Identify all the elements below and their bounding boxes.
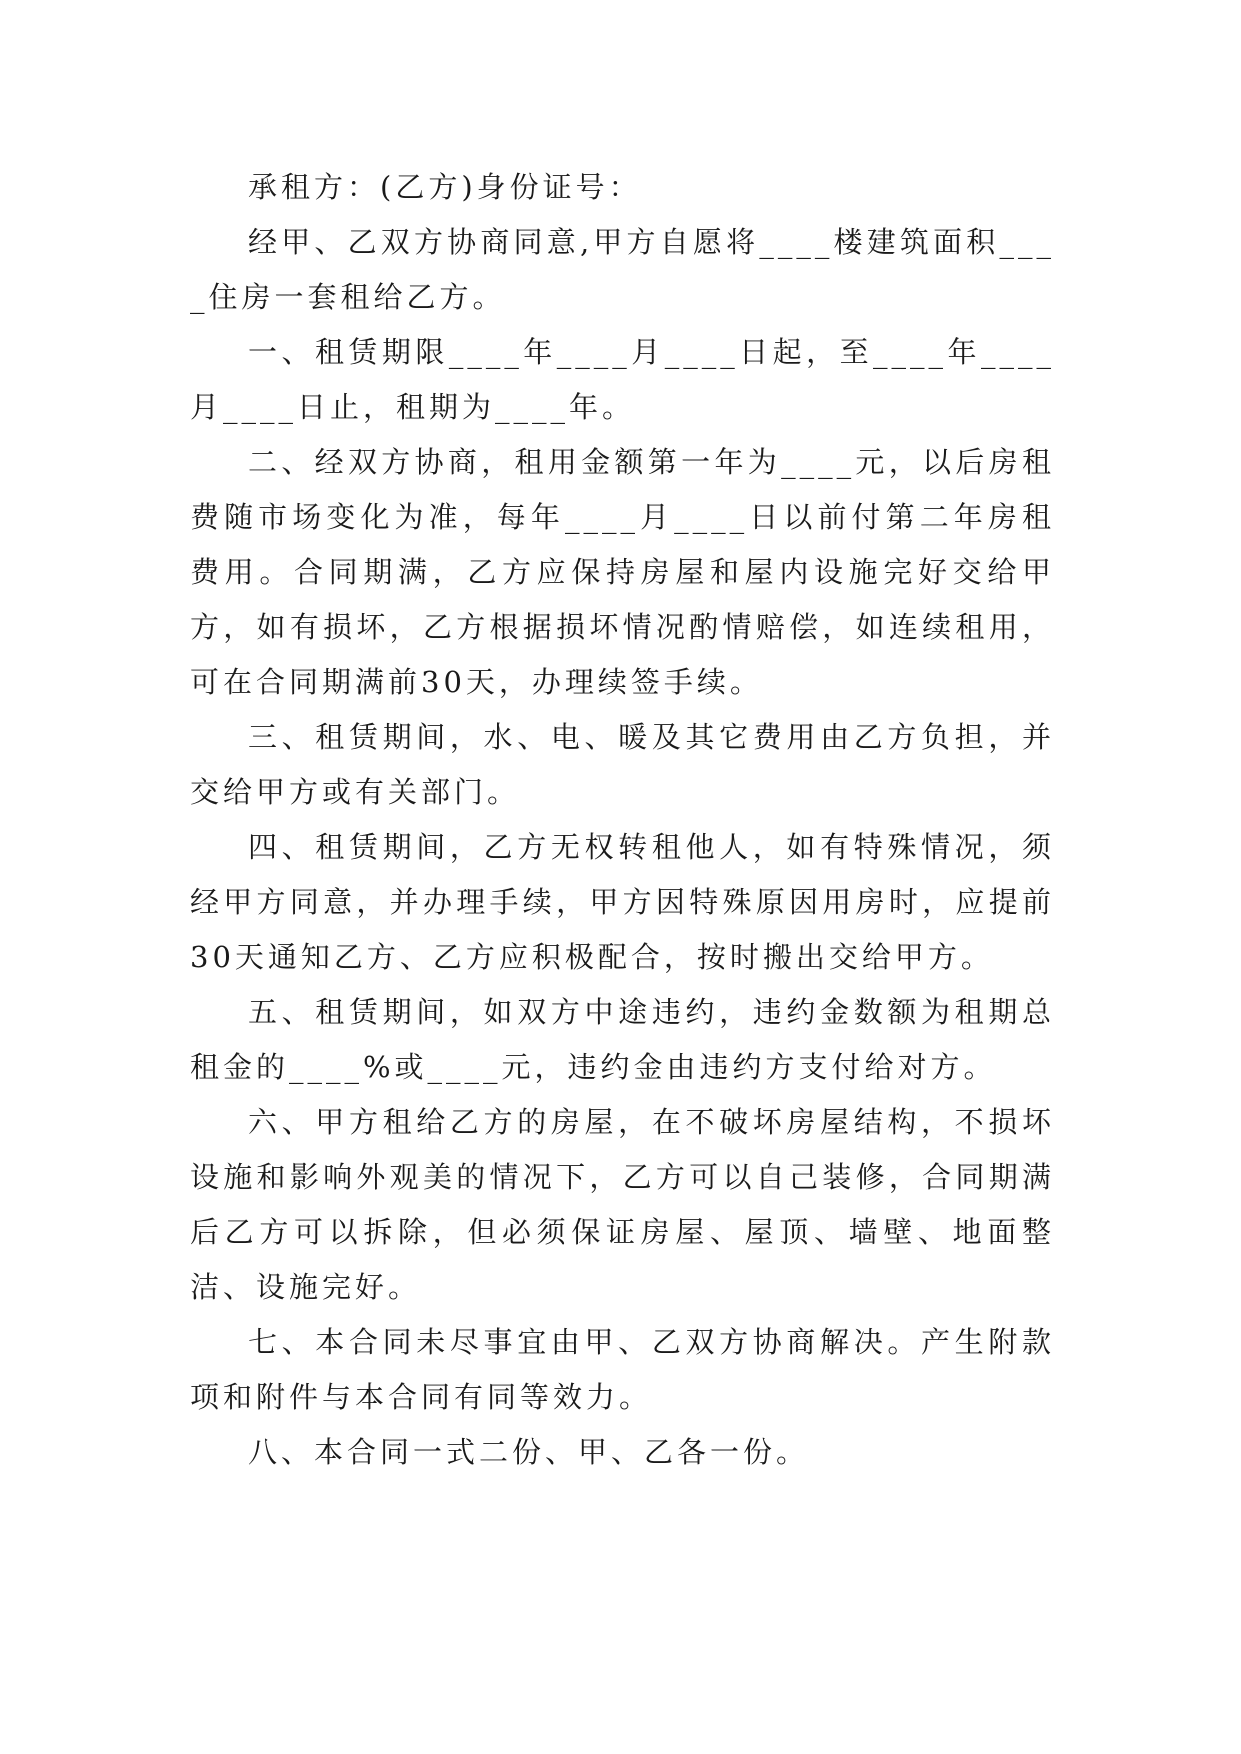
- clause-2-rent-amount: 二、经双方协商，租用金额第一年为____元，以后房租费随市场变化为准，每年____月____日以前付第二年房租费用。合同期满，乙方应保持房屋和屋内设施完好交给甲方，如有损坏，乙方根据损坏情况酌情赔偿，如连续租用，可在合同期满前30天，办理续签手续。: [190, 445, 1055, 699]
- clause-6-renovation: 六、甲方租给乙方的房屋，在不破坏房屋结构，不损坏设施和影响外观美的情况下，乙方可以自己装修，合同期满后乙方可以拆除，但必须保证房屋、屋顶、墙壁、地面整洁、设施完好。: [190, 1105, 1055, 1304]
- clause-1-lease-term: 一、租赁期限____年____月____日起，至____年____月____日止，租期为____年。: [190, 335, 1055, 424]
- document-body: [190, 160, 1055, 1480]
- tenant-info-line: 承租方：(乙方)身份证号：: [248, 170, 642, 204]
- clause-8-copies: 八、本合同一式二份、甲、乙各一份。: [248, 1435, 810, 1469]
- agreement-intro-paragraph: 经甲、乙双方协商同意,甲方自愿将____楼建筑面积____住房一套租给乙方。: [190, 225, 1055, 314]
- clause-3-utilities: 三、租赁期间，水、电、暖及其它费用由乙方负担，并交给甲方或有关部门。: [190, 720, 1055, 809]
- clause-5-breach: 五、租赁期间，如双方中途违约，违约金数额为租期总租金的____%或____元，违约金由违约方支付给对方。: [190, 995, 1055, 1084]
- clause-7-unresolved-matters: 七、本合同未尽事宜由甲、乙双方协商解决。产生附款项和附件与本合同有同等效力。: [190, 1325, 1055, 1414]
- clause-4-sublease: 四、租赁期间，乙方无权转租他人，如有特殊情况，须经甲方同意，并办理手续，甲方因特殊原因用房时，应提前30天通知乙方、乙方应积极配合，按时搬出交给甲方。: [190, 830, 1055, 974]
